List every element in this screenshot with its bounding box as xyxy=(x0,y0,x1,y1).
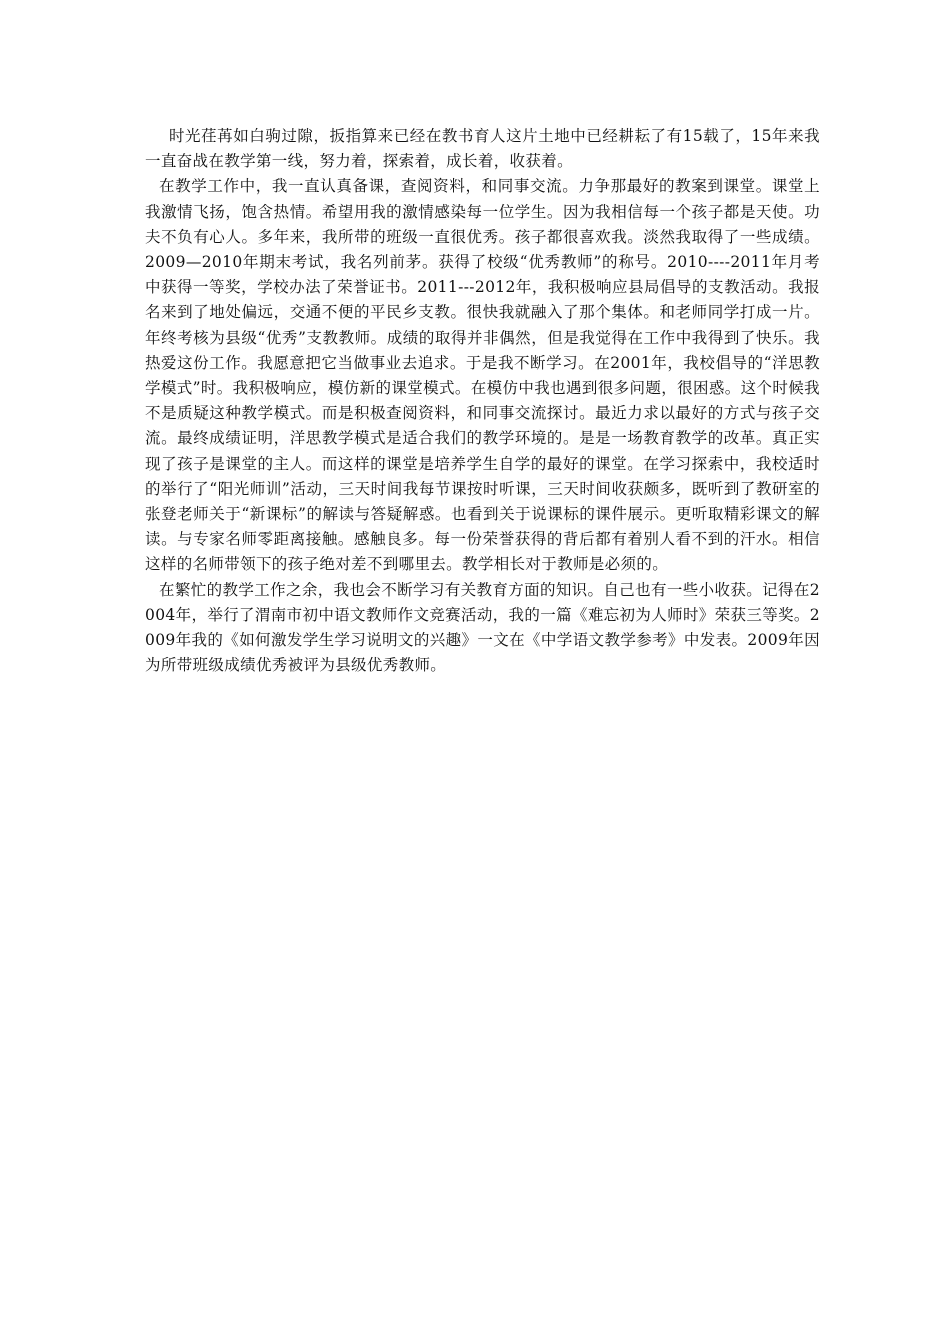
paragraph-teaching-work: 在教学工作中，我一直认真备课，查阅资料，和同事交流。力争那最好的教案到课堂。课堂上我激情飞扬，饱含热情。希望用我的激情感染每一位学生。因为我相信每一个孩子都是天使。功夫不负有心人。多年来，我所带的班级一直很优秀。孩子都很喜欢我。淡然我取得了一些成绩。2009—2010年期末考试，我名列前茅。获得了校级“优秀教师”的称号。2010----2011年月考中获得一等奖，学校办法了荣誉证书。2011---2012年，我积极响应县局倡导的支教活动。我报名来到了地处偏远，交通不便的平民乡支教。很快我就融入了那个集体。和老师同学打成一片。年终考核为县级“优秀”支教教师。成绩的取得并非偶然，但是我觉得在工作中我得到了快乐。我热爱这份工作。我愿意把它当做事业去追求。于是我不断学习。在2001年，我校倡导的“洋思教学模式”时。我积极响应，模仿新的课堂模式。在模仿中我也遇到很多问题，很困惑。这个时候我不是质疑这种教学模式。而是积极查阅资料，和同事交流探讨。最近力求以最好的方式与孩子交流。最终成绩证明，洋思教学模式是适合我们的教学环境的。是是一场教育教学的改革。真正实现了孩子是课堂的主人。而这样的课堂是培养学生自学的最好的课堂。在学习探索中，我校适时的举行了“阳光师训”活动，三天时间我每节课按时听课，三天时间收获颇多，既听到了教研室的张登老师关于“新课标”的解读与答疑解惑。也看到关于说课标的课件展示。更听取精彩课文的解读。与专家名师零距离接触。感触良多。每一份荣誉获得的背后都有着别人看不到的汗水。相信这样的名师带领下的孩子绝对差不到哪里去。教学相长对于教师是必须的。 xyxy=(145,177,820,574)
document-body xyxy=(145,124,820,678)
paragraph-achievements: 在繁忙的教学工作之余，我也会不断学习有关教育方面的知识。自己也有一些小收获。记得在2004年，举行了渭南市初中语文教师作文竞赛活动，我的一篇《难忘初为人师时》荣获三等奖。2009年我的《如何激发学生学习说明文的兴趣》一文在《中学语文教学参考》中发表。2009年因为所带班级成绩优秀被评为县级优秀教师。 xyxy=(145,580,820,675)
paragraph-intro: 时光荏苒如白驹过隙，扳指算来已经在教书育人这片土地中已经耕耘了有15载了，15年来我一直奋战在教学第一线，努力着，探索着，成长着，收获着。 xyxy=(145,127,820,171)
